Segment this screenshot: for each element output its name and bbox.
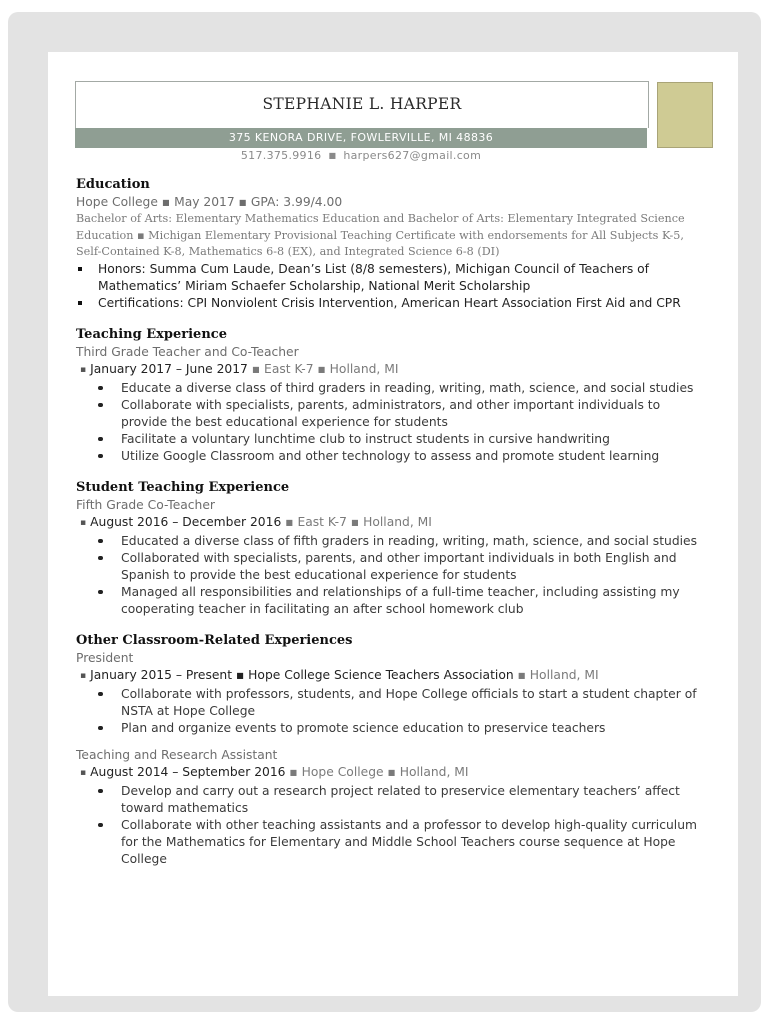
job-duties bbox=[76, 783, 704, 868]
location: ▪ East K-7 ▪ Holland, MI bbox=[251, 361, 399, 376]
bullet-glyph: ▪ bbox=[80, 670, 87, 681]
job-duties bbox=[76, 533, 704, 618]
contact-separator: ■ bbox=[328, 151, 337, 160]
dates: August 2016 – December 2016 bbox=[90, 514, 282, 529]
bullet-glyph: ▪ bbox=[80, 364, 87, 375]
location: ▪ Holland, MI bbox=[517, 667, 599, 682]
list-item: Collaborated with specialists, parents, and other important individuals in both English and Spanish to provide the best educational experience for students bbox=[98, 550, 704, 584]
job-title: Fifth Grade Co-Teacher bbox=[76, 497, 215, 512]
section-heading: Other Classroom-Related Experiences bbox=[76, 632, 353, 648]
job-dates bbox=[76, 361, 704, 380]
degree-description: Bachelor of Arts: Elementary Mathematics Education and Bachelor of Arts: Elementary Integrated Science Education ▪ Michigan Elementary Provisional Teaching Certificate with endorsements for All Subjects K-5, Self-Contained K-8, Mathematics 6-8 (EX), and Integrated Science 6-8 (DI) bbox=[76, 212, 685, 258]
job-dates bbox=[76, 667, 704, 686]
location: ▪ East K-7 ▪ Holland, MI bbox=[285, 514, 432, 529]
list-item: Honors: Summa Cum Laude, Dean’s List (8/8 semesters), Michigan Council of Teachers of Mathematics’ Miriam Schaefer Scholarship, National Merit Scholarship bbox=[76, 261, 704, 295]
education-section bbox=[76, 176, 704, 312]
accent-square bbox=[657, 82, 713, 148]
job-title: Third Grade Teacher and Co-Teacher bbox=[76, 344, 299, 359]
teaching-section bbox=[76, 326, 704, 465]
list-item: Utilize Google Classroom and other technology to assess and promote student learning bbox=[98, 448, 704, 465]
list-item: Educate a diverse class of third graders in reading, writing, math, science, and social studies bbox=[98, 380, 704, 397]
list-item: Managed all responsibilities and relationships of a full-time teacher, including assisting my cooperating teacher in facilitating an after school homework club bbox=[98, 584, 704, 618]
job-duties bbox=[76, 686, 704, 737]
list-item: Develop and carry out a research project related to preservice elementary teachers’ affect toward mathematics bbox=[98, 783, 704, 817]
job-entry bbox=[76, 497, 704, 618]
bullet-glyph: ▪ bbox=[80, 517, 87, 528]
section-heading: Student Teaching Experience bbox=[76, 479, 290, 495]
list-item: Certifications: CPI Nonviolent Crisis Intervention, American Heart Association First Aid and CPR bbox=[76, 295, 704, 312]
list-item: Educated a diverse class of fifth graders in reading, writing, math, science, and social studies bbox=[98, 533, 704, 550]
list-item: Collaborate with other teaching assistants and a professor to develop high-quality curriculum for the Mathematics for Elementary and Middle School Teachers course sequence at Hope College bbox=[98, 817, 704, 868]
job-entry bbox=[76, 747, 704, 868]
address-bar: 375 KENORA DRIVE, FOWLERVILLE, MI 48836 bbox=[75, 128, 647, 148]
dates: January 2015 – Present ▪ Hope College Science Teachers Association bbox=[90, 667, 514, 682]
list-item: Facilitate a voluntary lunchtime club to instruct students in cursive handwriting bbox=[98, 431, 704, 448]
job-entry bbox=[76, 650, 704, 737]
student-teaching-section bbox=[76, 479, 704, 618]
school-line: Hope College ▪ May 2017 ▪ GPA: 3.99/4.00 bbox=[76, 195, 343, 209]
job-entry bbox=[76, 344, 704, 465]
list-item: Plan and organize events to promote science education to preservice teachers bbox=[98, 720, 704, 737]
phone: 517.375.9916 bbox=[240, 149, 322, 162]
section-heading: Education bbox=[76, 177, 150, 192]
job-dates bbox=[76, 764, 704, 783]
list-item: Collaborate with specialists, parents, administrators, and other important individuals to provide the best educational experience for students bbox=[98, 397, 704, 431]
contact-line bbox=[75, 149, 647, 162]
location: ▪ Hope College ▪ Holland, MI bbox=[289, 764, 469, 779]
dates: August 2014 – September 2016 bbox=[90, 764, 286, 779]
resume-name: STEPHANIE L. HARPER bbox=[262, 95, 462, 113]
job-title: Teaching and Research Assistant bbox=[76, 747, 278, 762]
section-heading: Teaching Experience bbox=[76, 326, 227, 342]
dates: January 2017 – June 2017 bbox=[90, 361, 248, 376]
list-item: Collaborate with professors, students, and Hope College officials to start a student chapter of NSTA at Hope College bbox=[98, 686, 704, 720]
job-title: President bbox=[76, 650, 134, 665]
job-duties bbox=[76, 380, 704, 465]
job-dates bbox=[76, 514, 704, 533]
resume-page bbox=[48, 52, 738, 996]
name-box bbox=[75, 81, 649, 128]
slide-frame bbox=[8, 12, 761, 1012]
resume-content bbox=[76, 176, 704, 882]
education-bullets bbox=[76, 261, 704, 312]
bullet-glyph: ▪ bbox=[80, 767, 87, 778]
other-experience-section bbox=[76, 632, 704, 868]
email: harpers627@gmail.com bbox=[343, 149, 482, 162]
